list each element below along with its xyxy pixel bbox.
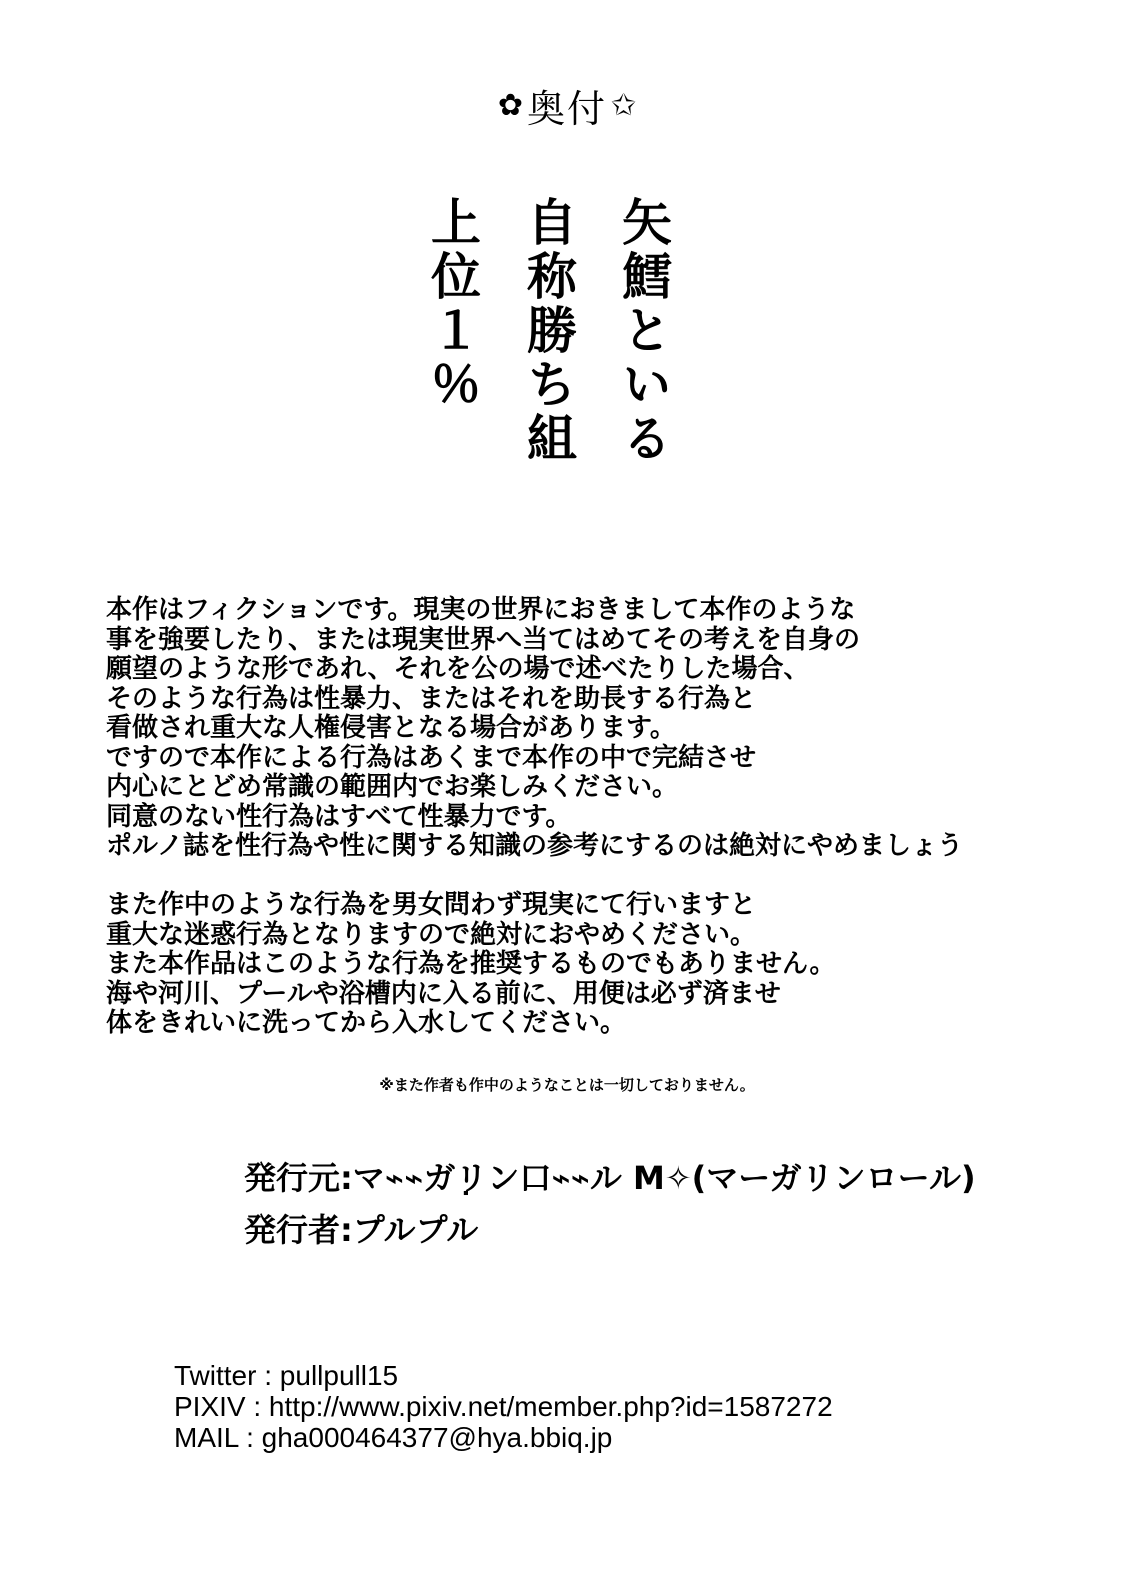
notice-line: そのような行為は性暴力、またはそれを助長する行為と [106,683,757,714]
notice-line: 同意のない性行為はすべて性暴力です。 [106,801,572,832]
paragraph-gap [106,862,1066,892]
colophon-heading [0,78,1134,133]
notice-line: 看做され重大な人権侵害となる場合があります。 [106,713,676,743]
notice-line: 体をきれいに洗ってから入水してください。 [106,1008,627,1038]
publisher-info [244,1152,976,1256]
footnote: ※また作者も作中のようなことは一切しておりません。 [379,1076,755,1094]
twitter-line: Twitter : pullpull15 [174,1360,399,1391]
outline-star-icon: ✩ [611,87,637,123]
notice-line: また作中のような行為を男女問わず現実にて行いますと [106,890,757,920]
colophon-title: 奥付 [526,87,607,131]
disclaimer-notice [106,596,1066,1039]
notice-line: 内心にとどめ常識の範囲内でお楽しみください。 [106,772,679,802]
pixiv-line: PIXIV : http://www.pixiv.net/member.php?id=1587272 [174,1391,833,1422]
publisher-line: 発行元:マ⌁⌁ガ݂リン口⌁⌁ル M✧(マーガリンロール) [244,1159,976,1197]
title-column-1: 矢鱈といる [614,196,672,466]
notice-line: 重大な迷惑行為となりますので絶対におやめください。 [106,919,757,950]
notice-line: 本作はフィクションです。現実の世界におきまして本作のような [106,595,856,625]
title-column-2: 自称勝ち組 [519,196,577,466]
title-column-3: 上位１％ [423,196,481,412]
notice-line: 事を強要したり、または現実世界へ当てはめてその考えを自身の [106,624,861,655]
mail-line: MAIL : gha000464377@hya.bbiq.jp [174,1422,613,1453]
notice-line: ポルノ誌を性行為や性に関する知識の参考にするのは絶対にやめましょう [106,831,963,861]
notice-line: ですので本作による行為はあくまで本作の中で完結させ [106,742,757,773]
contact-info [174,1360,833,1453]
author-line: 発行者:プルプル [244,1211,479,1249]
book-title [0,196,1134,466]
flower-star-icon: ✿ [497,87,523,123]
notice-line: 海や河川、プールや浴槽内に入る前に、用便は必ず済ませ [106,978,781,1009]
notice-line: 願望のような形であれ、それを公の場で述べたりした場合、 [106,654,810,684]
notice-line: また本作品はこのような行為を推奨するものでもありません。 [106,949,836,979]
